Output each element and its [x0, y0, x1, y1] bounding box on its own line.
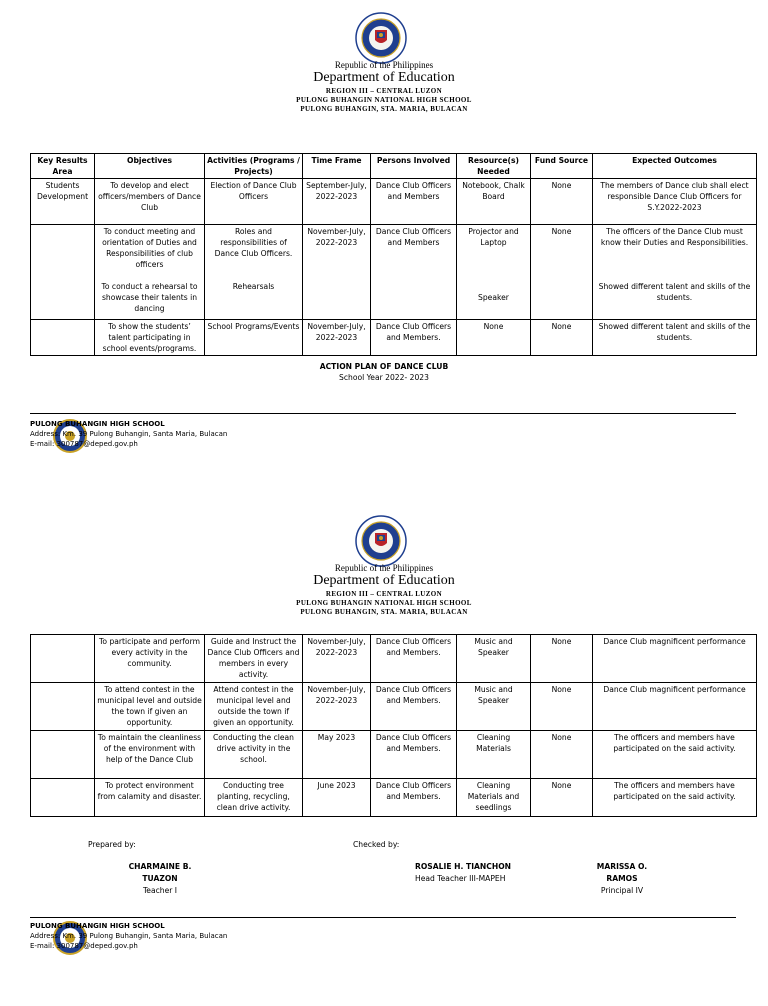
cell-objectives — [95, 225, 205, 320]
cell-outcomes: Dance Club magnificent performance — [593, 635, 757, 683]
table-row — [31, 779, 757, 817]
header-key-results-area: Key Results Area — [31, 154, 95, 179]
cell-persons: Dance Club Officers and Members. — [371, 779, 457, 817]
table-header-row — [31, 154, 757, 179]
cell-time-frame: June 2023 — [303, 779, 371, 817]
header-address: PULONG BUHANGIN, STA. MARIA, BULACAN — [300, 105, 468, 113]
cell-persons: Dance Club Officers and Members — [371, 225, 457, 320]
cell-fund: None — [531, 683, 593, 731]
table-row — [31, 320, 757, 356]
resource-text: Projector and Laptop — [468, 227, 519, 247]
cell-objectives: To show the students’ talent participating in school events/programs. — [95, 320, 205, 356]
table-row — [31, 179, 757, 225]
header-expected-outcomes: Expected Outcomes — [593, 154, 757, 179]
cell-outcomes: Showed different talent and skills of the students. — [593, 320, 757, 356]
cell-fund: None — [531, 731, 593, 779]
cell-time-frame: November-July, 2022-2023 — [303, 635, 371, 683]
cell-time-frame: May 2023 — [303, 731, 371, 779]
table-row — [31, 635, 757, 683]
activity-text: Roles and responsibilities of Dance Club Officers. — [214, 227, 293, 258]
table-row — [31, 683, 757, 731]
cell-persons: Dance Club Officers and Members — [371, 179, 457, 225]
outcome-text: Showed different talent and skills of the students. — [598, 282, 751, 302]
cell-activities: Conducting tree planting, recycling, clean drive activity. — [205, 779, 303, 817]
header-region: REGION III – CENTRAL LUZON — [325, 87, 443, 95]
footer-block — [30, 921, 227, 951]
header-school: PULONG BUHANGIN NATIONAL HIGH SCHOOL — [296, 96, 472, 104]
cell-time-frame: November-July, 2022-2023 — [303, 225, 371, 320]
cell-kra — [31, 683, 95, 731]
cell-time-frame: September-July, 2022-2023 — [303, 179, 371, 225]
activity-text: Rehearsals — [232, 282, 275, 291]
cell-outcomes: The members of Dance club shall elect responsible Dance Club Officers for S.Y.2022-2023 — [593, 179, 757, 225]
cell-fund: None — [531, 320, 593, 356]
header-address: PULONG BUHANGIN, STA. MARIA, BULACAN — [300, 608, 468, 616]
cell-kra — [31, 225, 95, 320]
header-resources: Resource(s) Needed — [457, 154, 531, 179]
cell-resources: None — [457, 320, 531, 356]
cell-kra: Students Development — [31, 179, 95, 225]
cell-fund: None — [531, 635, 593, 683]
cell-activities: Guide and Instruct the Dance Club Officers and members in every activity. — [205, 635, 303, 683]
cell-resources: Music and Speaker — [457, 635, 531, 683]
checker1-title: Head Teacher III-MAPEH — [415, 874, 506, 883]
header-republic: Republic of the Philippines — [334, 563, 434, 573]
cell-time-frame: November-July, 2022-2023 — [303, 683, 371, 731]
footer-address: Address: Km. 39 Pulong Buhangin, Santa Maria, Bulacan — [30, 430, 228, 438]
prepared-by-label: Prepared by: — [88, 840, 136, 849]
preparer-name: CHARMAINE B. TUAZON — [128, 862, 192, 883]
cell-activities: School Programs/Events — [205, 320, 303, 356]
cell-resources — [457, 225, 531, 320]
footer-rule — [30, 917, 736, 918]
resource-text: Speaker — [478, 293, 509, 302]
footer-school: PULONG BUHANGIN HIGH SCHOOL — [30, 420, 165, 428]
cell-persons: Dance Club Officers and Members. — [371, 683, 457, 731]
cell-persons: Dance Club Officers and Members. — [371, 731, 457, 779]
cell-kra — [31, 320, 95, 356]
cell-activities: Conducting the clean drive activity in the school. — [205, 731, 303, 779]
cell-activities: Attend contest in the municipal level and outside the town if given an opportunity. — [205, 683, 303, 731]
cell-outcomes — [593, 225, 757, 320]
objective-text: To conduct a rehearsal to showcase their talents in dancing — [101, 282, 198, 313]
footer-email: E-mail: 300787@deped.gov.ph — [30, 942, 138, 950]
deped-seal-icon — [355, 12, 407, 64]
table-row — [31, 225, 757, 320]
preparer-signature — [110, 861, 210, 897]
cell-fund: None — [531, 179, 593, 225]
cell-persons: Dance Club Officers and Members. — [371, 635, 457, 683]
deped-seal-icon — [355, 515, 407, 567]
checker2-signature — [586, 861, 658, 897]
page-2 — [0, 503, 768, 1006]
cell-kra — [31, 731, 95, 779]
cell-resources: Notebook, Chalk Board — [457, 179, 531, 225]
cell-resources: Cleaning Materials — [457, 731, 531, 779]
checker1-signature — [415, 861, 511, 885]
header-fund-source: Fund Source — [531, 154, 593, 179]
cell-objectives: To attend contest in the municipal level and outside the town if given an opportunity. — [95, 683, 205, 731]
plan-school-year: School Year 2022- 2023 — [339, 373, 429, 382]
cell-resources: Music and Speaker — [457, 683, 531, 731]
header-objectives: Objectives — [95, 154, 205, 179]
cell-activities: Election of Dance Club Officers — [205, 179, 303, 225]
cell-persons: Dance Club Officers and Members. — [371, 320, 457, 356]
footer-rule — [30, 413, 736, 414]
checker1-name: ROSALIE H. TIANCHON — [415, 862, 512, 871]
cell-kra — [31, 635, 95, 683]
page-1 — [0, 0, 768, 500]
plan-title: ACTION PLAN OF DANCE CLUB — [319, 362, 449, 371]
cell-fund: None — [531, 779, 593, 817]
checked-by-label: Checked by: — [353, 840, 400, 849]
checker2-title: Principal IV — [600, 886, 644, 895]
cell-resources: Cleaning Materials and seedlings — [457, 779, 531, 817]
header-department: Department of Education — [313, 573, 455, 588]
cell-outcomes: The officers and members have participated on the said activity. — [593, 779, 757, 817]
checker2-name: MARISSA O. RAMOS — [596, 862, 648, 883]
cell-activities — [205, 225, 303, 320]
cell-objectives: To maintain the cleanliness of the environment with help of the Dance Club — [95, 731, 205, 779]
cell-fund: None — [531, 225, 593, 320]
preparer-title: Teacher I — [142, 886, 178, 895]
cell-outcomes: The officers and members have participated on the said activity. — [593, 731, 757, 779]
header-persons-involved: Persons Involved — [371, 154, 457, 179]
header-department: Department of Education — [313, 70, 455, 85]
footer-email: E-mail: 300787@deped.gov.ph — [30, 440, 138, 448]
footer-address: Address: Km. 39 Pulong Buhangin, Santa Maria, Bulacan — [30, 932, 228, 940]
cell-objectives: To protect environment from calamity and disaster. — [95, 779, 205, 817]
action-plan-table — [30, 153, 757, 356]
table-row — [31, 731, 757, 779]
header-school: PULONG BUHANGIN NATIONAL HIGH SCHOOL — [296, 599, 472, 607]
footer-school: PULONG BUHANGIN HIGH SCHOOL — [30, 922, 165, 930]
cell-kra — [31, 779, 95, 817]
outcome-text: The officers of the Dance Club must know their Duties and Responsibilities. — [600, 227, 749, 247]
action-plan-table-continued — [30, 634, 757, 817]
footer-block — [30, 419, 227, 449]
header-time-frame: Time Frame — [303, 154, 371, 179]
cell-objectives: To develop and elect officers/members of Dance Club — [95, 179, 205, 225]
header-region: REGION III – CENTRAL LUZON — [325, 590, 443, 598]
header-activities: Activities (Programs / Projects) — [205, 154, 303, 179]
cell-time-frame: November-July, 2022-2023 — [303, 320, 371, 356]
objective-text: To conduct meeting and orientation of Duties and Responsibilities of club officers — [102, 227, 197, 269]
header-republic: Republic of the Philippines — [334, 60, 434, 70]
plan-caption — [0, 361, 768, 383]
cell-objectives: To participate and perform every activity in the community. — [95, 635, 205, 683]
cell-outcomes: Dance Club magnificent performance — [593, 683, 757, 731]
